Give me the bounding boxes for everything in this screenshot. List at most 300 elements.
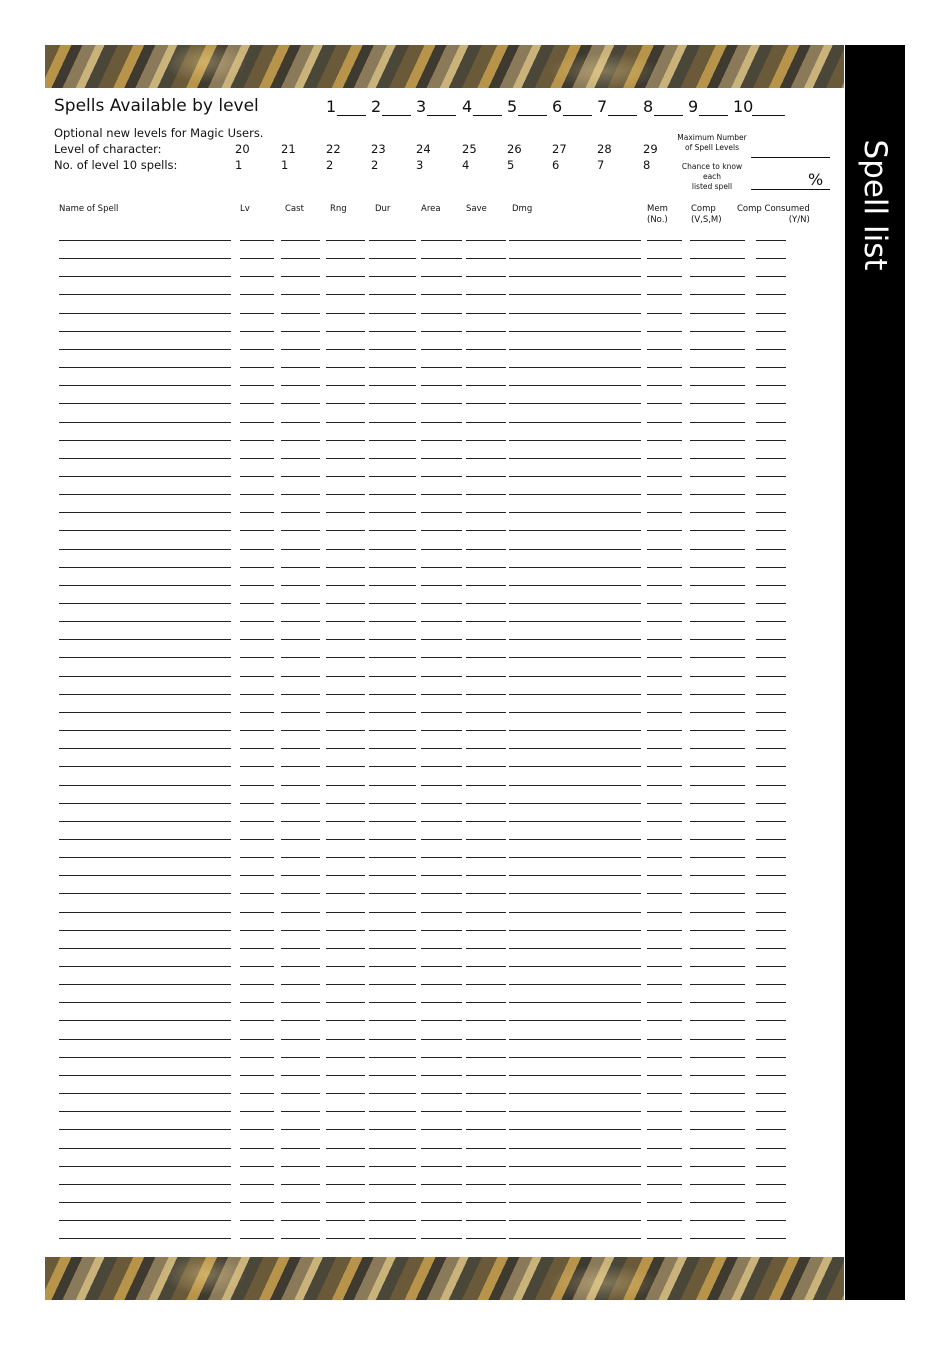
row-51-cast-field[interactable] (281, 1148, 320, 1149)
row-40-dmg-field[interactable] (509, 948, 641, 949)
row-21-dmg-field[interactable] (509, 603, 641, 604)
row-8-lv-field[interactable] (240, 367, 274, 368)
row-4-dur-field[interactable] (369, 294, 416, 295)
row-12-dur-field[interactable] (369, 440, 416, 441)
row-32-comp-field[interactable] (690, 803, 745, 804)
row-29-dur-field[interactable] (369, 748, 416, 749)
row-36-consumed-field[interactable] (756, 875, 786, 876)
row-55-rng-field[interactable] (326, 1220, 365, 1221)
row-6-dmg-field[interactable] (509, 331, 641, 332)
row-3-consumed-field[interactable] (756, 276, 786, 277)
row-39-cast-field[interactable] (281, 930, 320, 931)
row-16-comp-field[interactable] (690, 512, 745, 513)
row-37-comp-field[interactable] (690, 893, 745, 894)
row-18-comp-field[interactable] (690, 549, 745, 550)
row-51-rng-field[interactable] (326, 1148, 365, 1149)
row-30-consumed-field[interactable] (756, 766, 786, 767)
row-29-consumed-field[interactable] (756, 748, 786, 749)
row-31-comp-field[interactable] (690, 785, 745, 786)
row-26-dmg-field[interactable] (509, 694, 641, 695)
row-32-dmg-field[interactable] (509, 803, 641, 804)
row-3-mem-field[interactable] (647, 276, 682, 277)
row-26-mem-field[interactable] (647, 694, 682, 695)
row-41-dur-field[interactable] (369, 966, 416, 967)
row-42-save-field[interactable] (466, 984, 506, 985)
row-5-dmg-field[interactable] (509, 313, 641, 314)
row-3-name-field[interactable] (59, 276, 231, 277)
row-43-mem-field[interactable] (647, 1002, 682, 1003)
row-40-name-field[interactable] (59, 948, 231, 949)
row-26-area-field[interactable] (421, 694, 462, 695)
row-34-consumed-field[interactable] (756, 839, 786, 840)
row-25-consumed-field[interactable] (756, 676, 786, 677)
row-56-comp-field[interactable] (690, 1238, 745, 1239)
row-36-mem-field[interactable] (647, 875, 682, 876)
row-13-cast-field[interactable] (281, 458, 320, 459)
row-9-rng-field[interactable] (326, 385, 365, 386)
row-8-name-field[interactable] (59, 367, 231, 368)
row-52-cast-field[interactable] (281, 1166, 320, 1167)
row-18-area-field[interactable] (421, 549, 462, 550)
row-13-name-field[interactable] (59, 458, 231, 459)
row-2-dur-field[interactable] (369, 258, 416, 259)
row-12-comp-field[interactable] (690, 440, 745, 441)
row-24-save-field[interactable] (466, 657, 506, 658)
row-1-consumed-field[interactable] (756, 240, 786, 241)
row-36-comp-field[interactable] (690, 875, 745, 876)
row-47-dmg-field[interactable] (509, 1075, 641, 1076)
row-38-lv-field[interactable] (240, 912, 274, 913)
row-26-cast-field[interactable] (281, 694, 320, 695)
row-9-lv-field[interactable] (240, 385, 274, 386)
row-11-save-field[interactable] (466, 422, 506, 423)
level-3-count-field[interactable] (427, 115, 456, 116)
row-24-lv-field[interactable] (240, 657, 274, 658)
row-32-rng-field[interactable] (326, 803, 365, 804)
row-8-dur-field[interactable] (369, 367, 416, 368)
row-40-rng-field[interactable] (326, 948, 365, 949)
row-17-cast-field[interactable] (281, 530, 320, 531)
row-4-lv-field[interactable] (240, 294, 274, 295)
row-38-name-field[interactable] (59, 912, 231, 913)
row-39-rng-field[interactable] (326, 930, 365, 931)
row-33-dur-field[interactable] (369, 821, 416, 822)
row-40-mem-field[interactable] (647, 948, 682, 949)
row-2-cast-field[interactable] (281, 258, 320, 259)
row-14-rng-field[interactable] (326, 476, 365, 477)
row-36-cast-field[interactable] (281, 875, 320, 876)
row-47-consumed-field[interactable] (756, 1075, 786, 1076)
row-49-area-field[interactable] (421, 1111, 462, 1112)
row-25-rng-field[interactable] (326, 676, 365, 677)
row-4-consumed-field[interactable] (756, 294, 786, 295)
row-1-dmg-field[interactable] (509, 240, 641, 241)
row-35-rng-field[interactable] (326, 857, 365, 858)
row-55-comp-field[interactable] (690, 1220, 745, 1221)
row-55-dur-field[interactable] (369, 1220, 416, 1221)
row-27-dur-field[interactable] (369, 712, 416, 713)
row-16-consumed-field[interactable] (756, 512, 786, 513)
max-spell-levels-field[interactable] (751, 157, 830, 158)
row-20-comp-field[interactable] (690, 585, 745, 586)
row-48-dur-field[interactable] (369, 1093, 416, 1094)
row-2-mem-field[interactable] (647, 258, 682, 259)
row-23-rng-field[interactable] (326, 639, 365, 640)
row-42-rng-field[interactable] (326, 984, 365, 985)
row-53-area-field[interactable] (421, 1184, 462, 1185)
row-1-name-field[interactable] (59, 240, 231, 241)
level-6-count-field[interactable] (563, 115, 592, 116)
row-1-cast-field[interactable] (281, 240, 320, 241)
row-3-comp-field[interactable] (690, 276, 745, 277)
row-12-lv-field[interactable] (240, 440, 274, 441)
row-3-rng-field[interactable] (326, 276, 365, 277)
row-39-dur-field[interactable] (369, 930, 416, 931)
row-15-dmg-field[interactable] (509, 494, 641, 495)
row-35-save-field[interactable] (466, 857, 506, 858)
row-23-save-field[interactable] (466, 639, 506, 640)
row-12-rng-field[interactable] (326, 440, 365, 441)
row-27-mem-field[interactable] (647, 712, 682, 713)
row-10-name-field[interactable] (59, 403, 231, 404)
row-21-consumed-field[interactable] (756, 603, 786, 604)
row-35-area-field[interactable] (421, 857, 462, 858)
row-49-lv-field[interactable] (240, 1111, 274, 1112)
row-10-comp-field[interactable] (690, 403, 745, 404)
row-56-dur-field[interactable] (369, 1238, 416, 1239)
row-36-dmg-field[interactable] (509, 875, 641, 876)
row-56-area-field[interactable] (421, 1238, 462, 1239)
row-27-name-field[interactable] (59, 712, 231, 713)
row-3-dmg-field[interactable] (509, 276, 641, 277)
row-43-dmg-field[interactable] (509, 1002, 641, 1003)
row-28-dur-field[interactable] (369, 730, 416, 731)
row-28-cast-field[interactable] (281, 730, 320, 731)
row-1-dur-field[interactable] (369, 240, 416, 241)
row-33-name-field[interactable] (59, 821, 231, 822)
row-18-dur-field[interactable] (369, 549, 416, 550)
row-4-save-field[interactable] (466, 294, 506, 295)
row-54-comp-field[interactable] (690, 1202, 745, 1203)
row-18-cast-field[interactable] (281, 549, 320, 550)
row-35-lv-field[interactable] (240, 857, 274, 858)
row-52-name-field[interactable] (59, 1166, 231, 1167)
row-35-dmg-field[interactable] (509, 857, 641, 858)
row-30-comp-field[interactable] (690, 766, 745, 767)
row-21-rng-field[interactable] (326, 603, 365, 604)
row-43-save-field[interactable] (466, 1002, 506, 1003)
row-33-mem-field[interactable] (647, 821, 682, 822)
row-53-save-field[interactable] (466, 1184, 506, 1185)
row-52-dur-field[interactable] (369, 1166, 416, 1167)
row-10-lv-field[interactable] (240, 403, 274, 404)
row-26-dur-field[interactable] (369, 694, 416, 695)
row-31-rng-field[interactable] (326, 785, 365, 786)
row-20-name-field[interactable] (59, 585, 231, 586)
row-10-consumed-field[interactable] (756, 403, 786, 404)
row-49-name-field[interactable] (59, 1111, 231, 1112)
row-31-cast-field[interactable] (281, 785, 320, 786)
row-1-comp-field[interactable] (690, 240, 745, 241)
row-15-cast-field[interactable] (281, 494, 320, 495)
row-30-dur-field[interactable] (369, 766, 416, 767)
row-12-save-field[interactable] (466, 440, 506, 441)
row-22-lv-field[interactable] (240, 621, 274, 622)
row-21-dur-field[interactable] (369, 603, 416, 604)
row-48-lv-field[interactable] (240, 1093, 274, 1094)
row-56-cast-field[interactable] (281, 1238, 320, 1239)
row-45-area-field[interactable] (421, 1039, 462, 1040)
row-46-cast-field[interactable] (281, 1057, 320, 1058)
row-2-comp-field[interactable] (690, 258, 745, 259)
row-15-name-field[interactable] (59, 494, 231, 495)
row-33-consumed-field[interactable] (756, 821, 786, 822)
row-5-save-field[interactable] (466, 313, 506, 314)
row-14-dur-field[interactable] (369, 476, 416, 477)
row-29-cast-field[interactable] (281, 748, 320, 749)
row-40-save-field[interactable] (466, 948, 506, 949)
row-35-comp-field[interactable] (690, 857, 745, 858)
row-4-mem-field[interactable] (647, 294, 682, 295)
row-19-comp-field[interactable] (690, 567, 745, 568)
row-20-rng-field[interactable] (326, 585, 365, 586)
row-5-mem-field[interactable] (647, 313, 682, 314)
row-46-lv-field[interactable] (240, 1057, 274, 1058)
row-24-mem-field[interactable] (647, 657, 682, 658)
row-6-consumed-field[interactable] (756, 331, 786, 332)
row-43-consumed-field[interactable] (756, 1002, 786, 1003)
row-10-mem-field[interactable] (647, 403, 682, 404)
row-21-comp-field[interactable] (690, 603, 745, 604)
row-12-area-field[interactable] (421, 440, 462, 441)
row-6-lv-field[interactable] (240, 331, 274, 332)
row-30-save-field[interactable] (466, 766, 506, 767)
row-6-mem-field[interactable] (647, 331, 682, 332)
row-13-consumed-field[interactable] (756, 458, 786, 459)
row-20-dur-field[interactable] (369, 585, 416, 586)
row-15-save-field[interactable] (466, 494, 506, 495)
row-41-mem-field[interactable] (647, 966, 682, 967)
row-9-mem-field[interactable] (647, 385, 682, 386)
row-34-dmg-field[interactable] (509, 839, 641, 840)
row-53-comp-field[interactable] (690, 1184, 745, 1185)
row-53-rng-field[interactable] (326, 1184, 365, 1185)
row-40-area-field[interactable] (421, 948, 462, 949)
row-16-lv-field[interactable] (240, 512, 274, 513)
row-28-area-field[interactable] (421, 730, 462, 731)
row-50-dmg-field[interactable] (509, 1129, 641, 1130)
row-50-consumed-field[interactable] (756, 1129, 786, 1130)
row-53-consumed-field[interactable] (756, 1184, 786, 1185)
row-20-save-field[interactable] (466, 585, 506, 586)
row-54-mem-field[interactable] (647, 1202, 682, 1203)
row-29-mem-field[interactable] (647, 748, 682, 749)
row-13-rng-field[interactable] (326, 458, 365, 459)
row-37-dur-field[interactable] (369, 893, 416, 894)
row-32-mem-field[interactable] (647, 803, 682, 804)
row-39-name-field[interactable] (59, 930, 231, 931)
row-54-lv-field[interactable] (240, 1202, 274, 1203)
row-44-cast-field[interactable] (281, 1020, 320, 1021)
row-37-name-field[interactable] (59, 893, 231, 894)
row-53-dmg-field[interactable] (509, 1184, 641, 1185)
row-38-area-field[interactable] (421, 912, 462, 913)
row-15-dur-field[interactable] (369, 494, 416, 495)
row-49-mem-field[interactable] (647, 1111, 682, 1112)
row-8-comp-field[interactable] (690, 367, 745, 368)
row-11-mem-field[interactable] (647, 422, 682, 423)
row-56-dmg-field[interactable] (509, 1238, 641, 1239)
row-48-dmg-field[interactable] (509, 1093, 641, 1094)
level-10-count-field[interactable] (752, 115, 785, 116)
row-30-area-field[interactable] (421, 766, 462, 767)
row-44-mem-field[interactable] (647, 1020, 682, 1021)
row-19-mem-field[interactable] (647, 567, 682, 568)
row-14-consumed-field[interactable] (756, 476, 786, 477)
row-54-consumed-field[interactable] (756, 1202, 786, 1203)
row-23-cast-field[interactable] (281, 639, 320, 640)
row-23-name-field[interactable] (59, 639, 231, 640)
row-15-lv-field[interactable] (240, 494, 274, 495)
row-4-dmg-field[interactable] (509, 294, 641, 295)
row-27-area-field[interactable] (421, 712, 462, 713)
row-49-cast-field[interactable] (281, 1111, 320, 1112)
row-54-dmg-field[interactable] (509, 1202, 641, 1203)
row-17-consumed-field[interactable] (756, 530, 786, 531)
row-52-save-field[interactable] (466, 1166, 506, 1167)
row-34-lv-field[interactable] (240, 839, 274, 840)
row-55-area-field[interactable] (421, 1220, 462, 1221)
row-34-cast-field[interactable] (281, 839, 320, 840)
row-24-dmg-field[interactable] (509, 657, 641, 658)
row-42-area-field[interactable] (421, 984, 462, 985)
row-44-comp-field[interactable] (690, 1020, 745, 1021)
row-38-cast-field[interactable] (281, 912, 320, 913)
row-55-save-field[interactable] (466, 1220, 506, 1221)
row-31-lv-field[interactable] (240, 785, 274, 786)
row-9-comp-field[interactable] (690, 385, 745, 386)
row-15-area-field[interactable] (421, 494, 462, 495)
row-41-save-field[interactable] (466, 966, 506, 967)
row-34-save-field[interactable] (466, 839, 506, 840)
row-22-save-field[interactable] (466, 621, 506, 622)
row-5-comp-field[interactable] (690, 313, 745, 314)
row-36-save-field[interactable] (466, 875, 506, 876)
row-48-rng-field[interactable] (326, 1093, 365, 1094)
chance-to-know-field[interactable] (751, 189, 830, 190)
row-3-dur-field[interactable] (369, 276, 416, 277)
row-18-name-field[interactable] (59, 549, 231, 550)
row-35-dur-field[interactable] (369, 857, 416, 858)
row-6-rng-field[interactable] (326, 331, 365, 332)
row-4-comp-field[interactable] (690, 294, 745, 295)
row-23-consumed-field[interactable] (756, 639, 786, 640)
row-12-name-field[interactable] (59, 440, 231, 441)
row-49-comp-field[interactable] (690, 1111, 745, 1112)
row-3-cast-field[interactable] (281, 276, 320, 277)
row-24-name-field[interactable] (59, 657, 231, 658)
row-44-dur-field[interactable] (369, 1020, 416, 1021)
row-17-mem-field[interactable] (647, 530, 682, 531)
row-25-name-field[interactable] (59, 676, 231, 677)
row-34-area-field[interactable] (421, 839, 462, 840)
row-3-area-field[interactable] (421, 276, 462, 277)
row-13-comp-field[interactable] (690, 458, 745, 459)
row-23-mem-field[interactable] (647, 639, 682, 640)
row-46-name-field[interactable] (59, 1057, 231, 1058)
row-7-cast-field[interactable] (281, 349, 320, 350)
row-15-rng-field[interactable] (326, 494, 365, 495)
row-35-cast-field[interactable] (281, 857, 320, 858)
row-43-lv-field[interactable] (240, 1002, 274, 1003)
row-22-dur-field[interactable] (369, 621, 416, 622)
row-41-area-field[interactable] (421, 966, 462, 967)
row-27-rng-field[interactable] (326, 712, 365, 713)
row-52-mem-field[interactable] (647, 1166, 682, 1167)
row-37-cast-field[interactable] (281, 893, 320, 894)
row-29-save-field[interactable] (466, 748, 506, 749)
row-28-consumed-field[interactable] (756, 730, 786, 731)
row-41-cast-field[interactable] (281, 966, 320, 967)
row-32-consumed-field[interactable] (756, 803, 786, 804)
row-2-lv-field[interactable] (240, 258, 274, 259)
row-33-save-field[interactable] (466, 821, 506, 822)
row-31-dmg-field[interactable] (509, 785, 641, 786)
row-50-name-field[interactable] (59, 1129, 231, 1130)
row-56-rng-field[interactable] (326, 1238, 365, 1239)
row-11-consumed-field[interactable] (756, 422, 786, 423)
row-19-rng-field[interactable] (326, 567, 365, 568)
row-37-area-field[interactable] (421, 893, 462, 894)
row-52-consumed-field[interactable] (756, 1166, 786, 1167)
row-51-mem-field[interactable] (647, 1148, 682, 1149)
row-40-dur-field[interactable] (369, 948, 416, 949)
row-22-dmg-field[interactable] (509, 621, 641, 622)
row-30-rng-field[interactable] (326, 766, 365, 767)
row-24-area-field[interactable] (421, 657, 462, 658)
row-17-dmg-field[interactable] (509, 530, 641, 531)
row-56-save-field[interactable] (466, 1238, 506, 1239)
row-38-mem-field[interactable] (647, 912, 682, 913)
row-9-area-field[interactable] (421, 385, 462, 386)
row-6-area-field[interactable] (421, 331, 462, 332)
row-10-cast-field[interactable] (281, 403, 320, 404)
row-17-rng-field[interactable] (326, 530, 365, 531)
row-54-save-field[interactable] (466, 1202, 506, 1203)
row-39-lv-field[interactable] (240, 930, 274, 931)
row-30-dmg-field[interactable] (509, 766, 641, 767)
row-38-dmg-field[interactable] (509, 912, 641, 913)
row-7-dur-field[interactable] (369, 349, 416, 350)
level-1-count-field[interactable] (337, 115, 366, 116)
row-2-save-field[interactable] (466, 258, 506, 259)
row-43-cast-field[interactable] (281, 1002, 320, 1003)
row-47-save-field[interactable] (466, 1075, 506, 1076)
row-51-save-field[interactable] (466, 1148, 506, 1149)
row-19-cast-field[interactable] (281, 567, 320, 568)
row-41-consumed-field[interactable] (756, 966, 786, 967)
row-15-comp-field[interactable] (690, 494, 745, 495)
row-32-lv-field[interactable] (240, 803, 274, 804)
row-16-dmg-field[interactable] (509, 512, 641, 513)
row-8-rng-field[interactable] (326, 367, 365, 368)
row-34-name-field[interactable] (59, 839, 231, 840)
row-4-area-field[interactable] (421, 294, 462, 295)
row-17-lv-field[interactable] (240, 530, 274, 531)
row-12-dmg-field[interactable] (509, 440, 641, 441)
row-37-save-field[interactable] (466, 893, 506, 894)
row-20-cast-field[interactable] (281, 585, 320, 586)
